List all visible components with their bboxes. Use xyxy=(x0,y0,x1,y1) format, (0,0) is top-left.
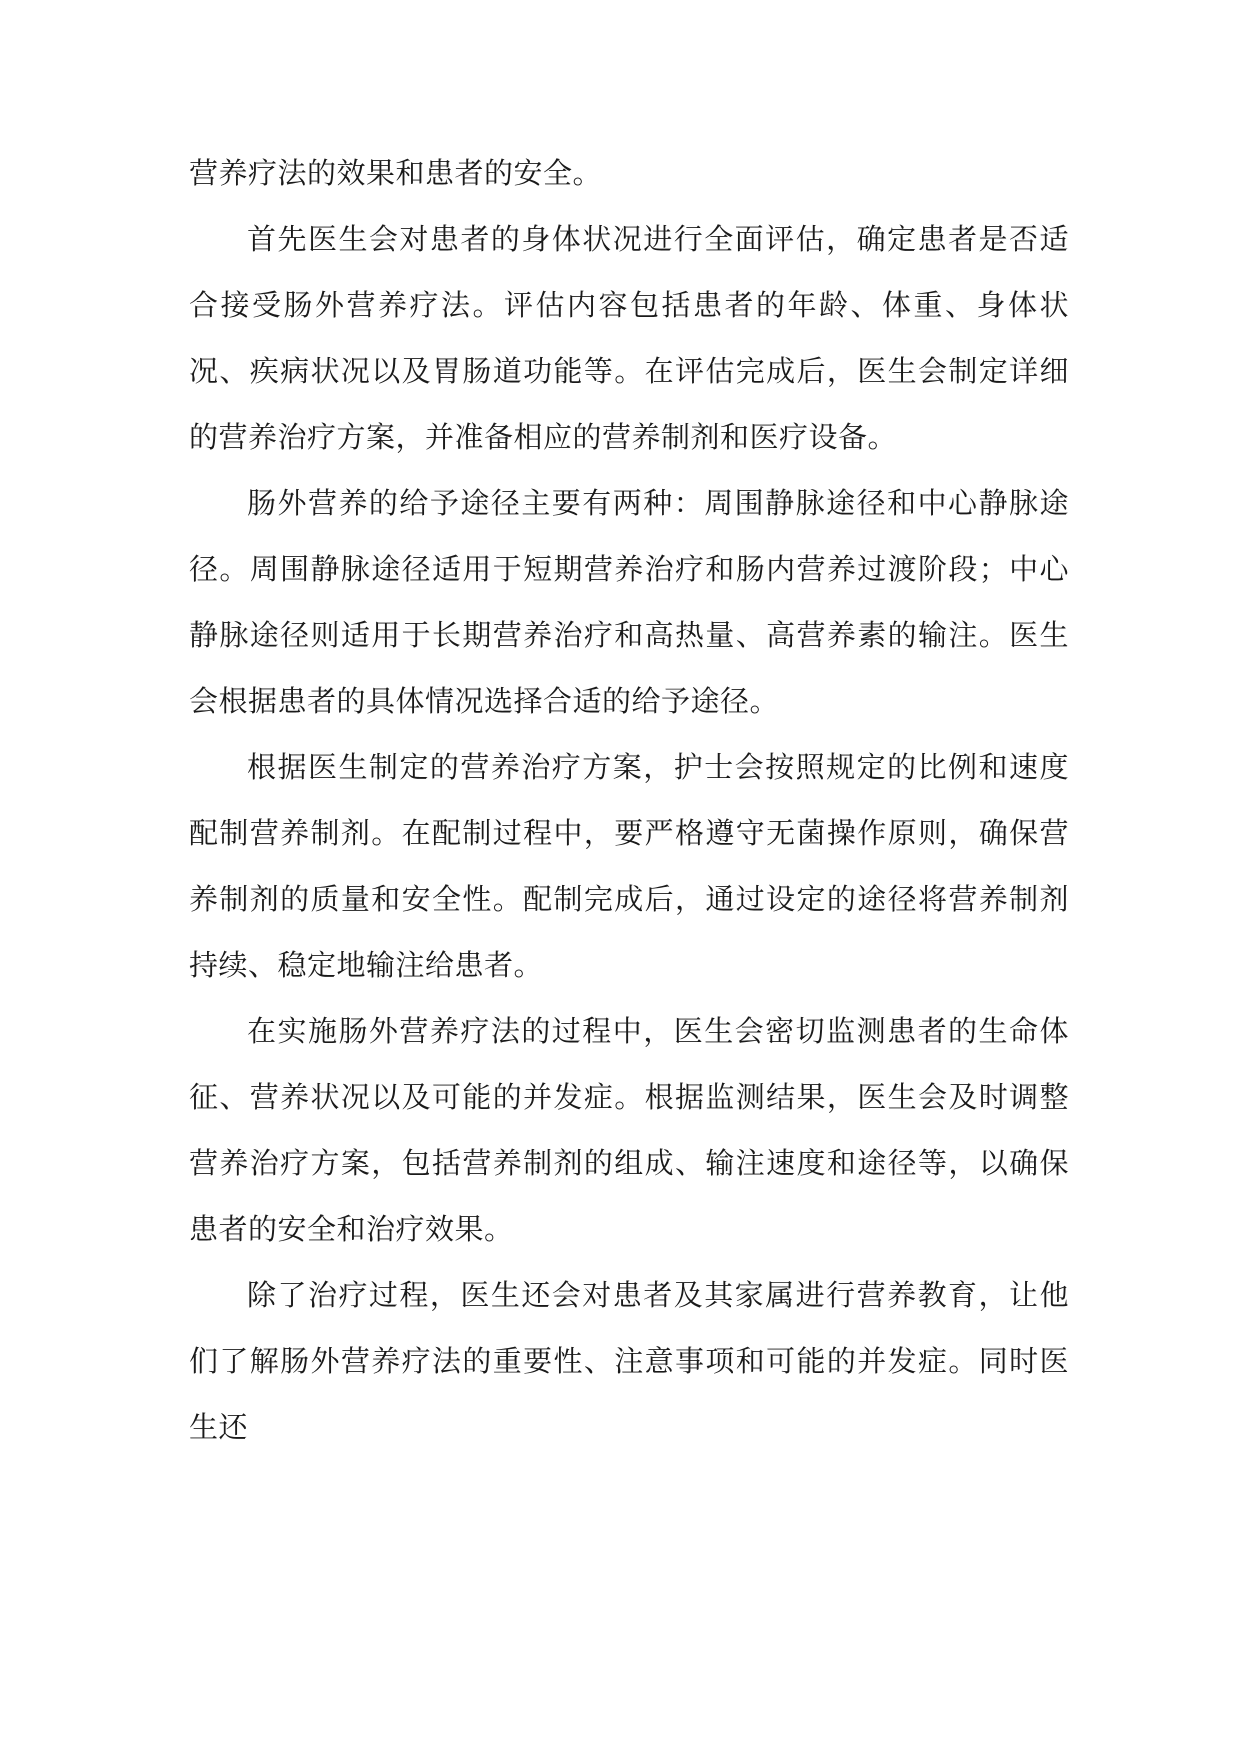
paragraph-education: 除了治疗过程，医生还会对患者及其家属进行营养教育，让他们了解肠外营养疗法的重要性、注意事项和可能的并发症。同时医生还 xyxy=(189,1278,1069,1444)
paragraph-continuation: 营养疗法的效果和患者的安全。 xyxy=(189,156,603,190)
paragraph-preparation: 根据医生制定的营养治疗方案，护士会按照规定的比例和速度配制营养制剂。在配制过程中，要严格遵守无菌操作原则，确保营养制剂的质量和安全性。配制完成后，通过设定的途径将营养制剂持续、稳定地输注给患者。 xyxy=(189,750,1069,982)
paragraph-routes: 肠外营养的给予途径主要有两种：周围静脉途径和中心静脉途径。周围静脉途径适用于短期营养治疗和肠内营养过渡阶段；中心静脉途径则适用于长期营养治疗和高热量、高营养素的输注。医生会根据患者的具体情况选择合适的给予途径。 xyxy=(189,486,1069,718)
paragraph-monitoring: 在实施肠外营养疗法的过程中，医生会密切监测患者的生命体征、营养状况以及可能的并发症。根据监测结果，医生会及时调整营养治疗方案，包括营养制剂的组成、输注速度和途径等，以确保患者的安全和治疗效果。 xyxy=(189,1014,1069,1246)
paragraph-assessment: 首先医生会对患者的身体状况进行全面评估，确定患者是否适合接受肠外营养疗法。评估内容包括患者的年龄、体重、身体状况、疾病状况以及胃肠道功能等。在评估完成后，医生会制定详细的营养治疗方案，并准备相应的营养制剂和医疗设备。 xyxy=(189,222,1069,454)
body-text xyxy=(189,140,1069,1460)
